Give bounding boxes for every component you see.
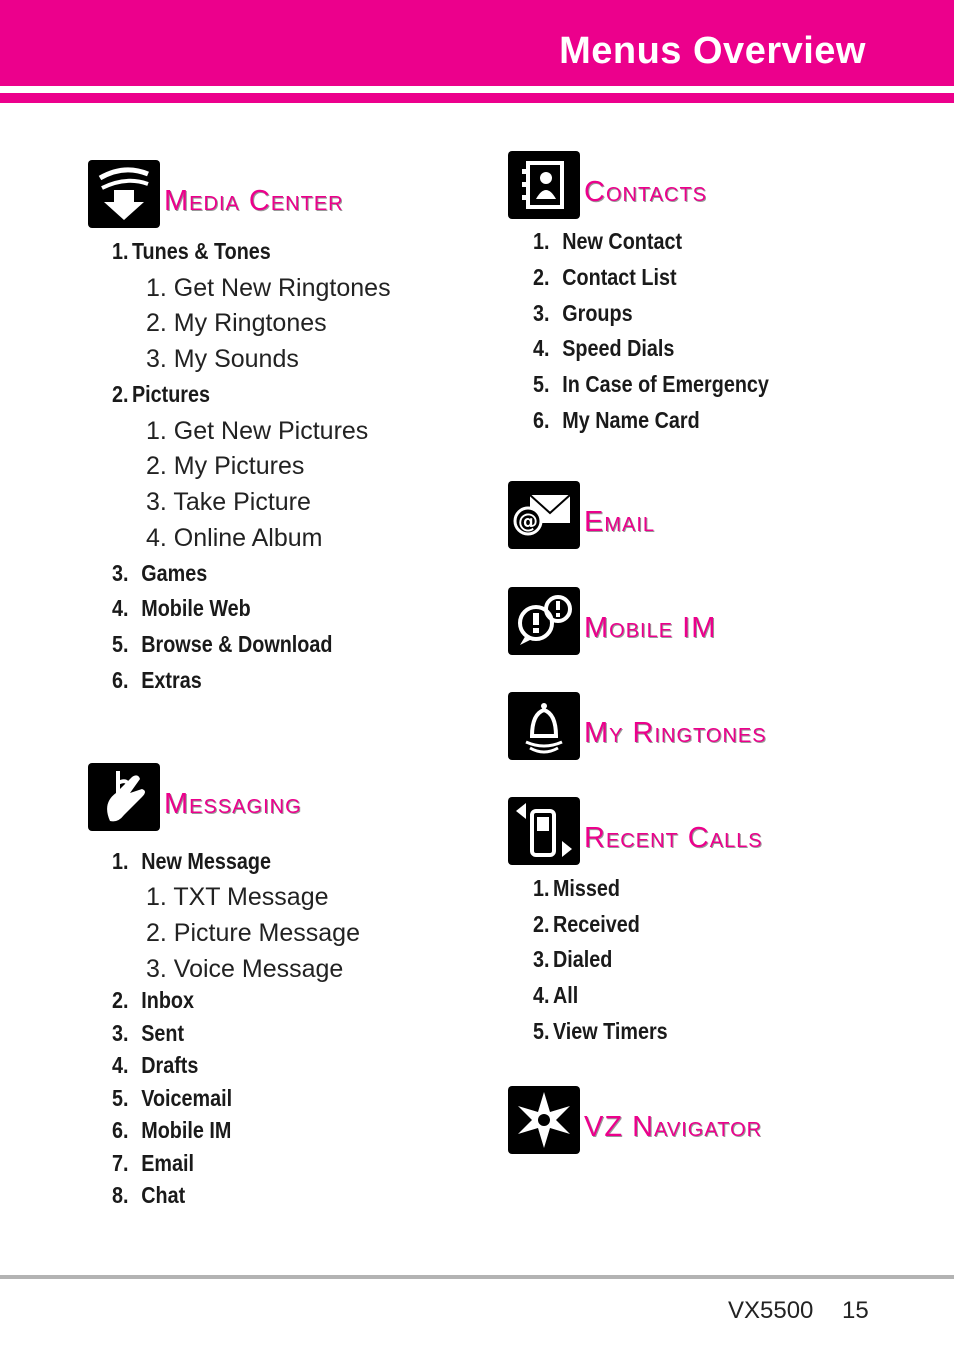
svg-text:@: @ xyxy=(518,509,538,533)
menu-item: 5. View Timers xyxy=(533,1018,668,1044)
header-stripe xyxy=(0,93,954,103)
download-arrow-icon xyxy=(88,160,160,228)
menu-item: 6. Mobile IM xyxy=(112,1117,232,1143)
menu-item: 3. Sent xyxy=(112,1020,185,1046)
email-title: Email xyxy=(584,506,656,538)
menu-item: 4. Speed Dials xyxy=(533,335,675,361)
submenu-item: 3. Take Picture xyxy=(146,488,311,516)
menu-item: 6. My Name Card xyxy=(533,407,700,433)
menu-item: 1. Tunes & Tones xyxy=(112,238,271,264)
vz-navigator-title: VZ Navigator xyxy=(584,1111,763,1143)
submenu-item: 2. Picture Message xyxy=(146,919,360,947)
menu-item: 3. Groups xyxy=(533,300,633,326)
menu-item: 3. Games xyxy=(112,560,208,586)
menu-item: 5. Browse & Download xyxy=(112,631,333,657)
chat-bubbles-icon xyxy=(508,587,580,655)
submenu-item: 1. Get New Pictures xyxy=(146,417,369,445)
menu-item: 2. Pictures xyxy=(112,381,210,407)
menu-item: 1. Missed xyxy=(533,875,621,901)
star-compass-icon xyxy=(508,1086,580,1154)
menu-item: 1. New Contact xyxy=(533,228,683,254)
footer-model: VX5500 xyxy=(728,1297,814,1324)
submenu-item: 1. TXT Message xyxy=(146,883,329,911)
submenu-item: 4. Online Album xyxy=(146,524,323,552)
menu-item: 6. Extras xyxy=(112,667,202,693)
contacts-title: Contacts xyxy=(584,176,708,208)
submenu-item: 3. Voice Message xyxy=(146,955,344,983)
address-book-icon xyxy=(508,151,580,219)
bell-icon xyxy=(508,692,580,760)
menu-item: 2. Contact List xyxy=(533,264,677,290)
menu-item: 7. Email xyxy=(112,1150,195,1176)
menu-item: 4. Drafts xyxy=(112,1052,199,1078)
menu-item: 5. In Case of Emergency xyxy=(533,371,769,397)
menu-item: 4. Mobile Web xyxy=(112,595,251,621)
envelope-at-icon xyxy=(508,481,580,549)
header-bar xyxy=(0,0,954,86)
recent-calls-title: Recent Calls xyxy=(584,822,763,854)
page-title: Menus Overview xyxy=(559,30,866,72)
menu-item: 3. Dialed xyxy=(533,946,613,972)
page-number: 15 xyxy=(842,1297,869,1324)
menu-item: 2. Inbox xyxy=(112,987,194,1013)
mobile-im-title: Mobile IM xyxy=(584,612,717,644)
media-center-title: Media Center xyxy=(164,185,344,217)
submenu-item: 3. My Sounds xyxy=(146,345,299,373)
menu-item: 5. Voicemail xyxy=(112,1085,233,1111)
phone-arrows-icon xyxy=(508,797,580,865)
footer-divider xyxy=(0,1275,954,1279)
my-ringtones-title: My Ringtones xyxy=(584,717,767,749)
menu-item: 2. Received xyxy=(533,911,640,937)
submenu-item: 2. My Ringtones xyxy=(146,309,327,337)
submenu-item: 2. My Pictures xyxy=(146,452,305,480)
messaging-hand-icon xyxy=(88,763,160,831)
submenu-item: 1. Get New Ringtones xyxy=(146,274,391,302)
menu-item: 4. All xyxy=(533,982,579,1008)
menu-item: 8. Chat xyxy=(112,1182,186,1208)
messaging-title: Messaging xyxy=(164,788,302,820)
menu-item: 1. New Message xyxy=(112,848,271,874)
